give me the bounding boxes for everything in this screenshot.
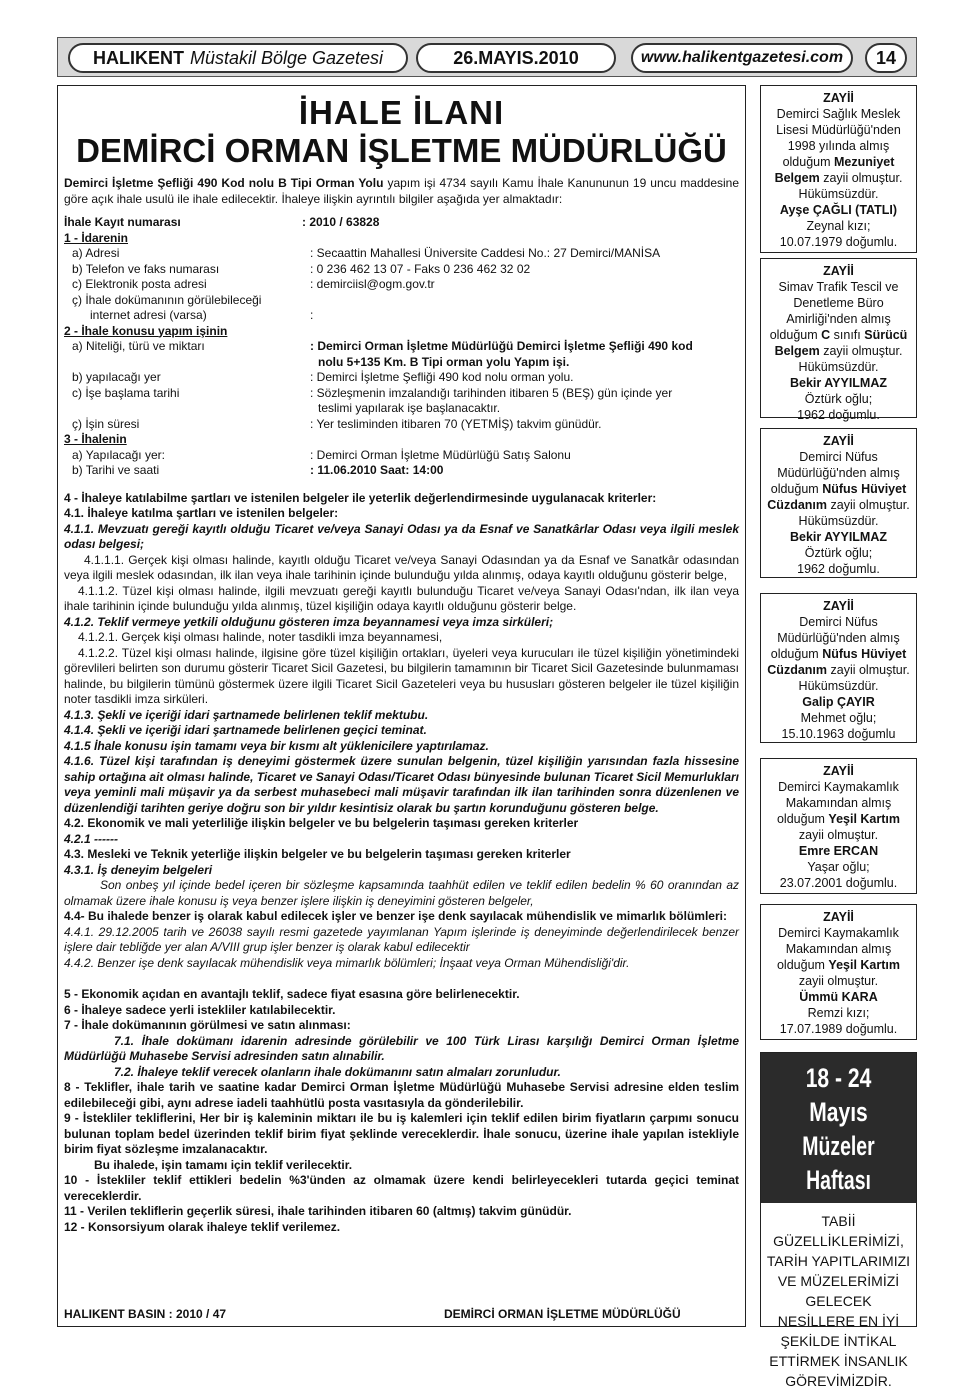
para-7: 7 - İhale dokümanının görülmesi ve satın alınması: (64, 1018, 351, 1032)
notice-subtitle: DEMİRCİ ORMAN İŞLETME MÜDÜRLÜĞÜ (76, 132, 727, 169)
para-4-3-1-text: Son onbeş yıl içinde bedel içeren bir sözleşme kapsamında taahhüt edilen ve teklif edilen bedelin % 60 oranından az olmamak üzere ihale konusu iş veya benzer işlere ilişkin iş deneyimini gösteren belgeler, (64, 878, 739, 908)
website-link[interactable]: www.halikentgazetesi.com (631, 43, 853, 73)
duration-row: ç) İşin süresi : Yer tesliminden itibaren 70 (YETMİŞ) takvim günüdür. (72, 416, 602, 431)
para-8: 8 - Teklifler, ihale tarih ve saatine kadar Demirci Orman İşletme Müdürlüğü Muhasebe Servisi adresine elden teslim edilebileceği gibi, aynı adrese iadeli taahhütlü posta vasıtasıyla da gönderilebilir. (64, 1080, 739, 1110)
para-4-1-3: 4.1.3. Şekli ve içeriği idari şartnamede belirlenen teklif mektubu. (64, 707, 429, 722)
registration-row: İhale Kayıt numarası : 2010 / 63828 (64, 215, 380, 229)
lost-notice-3: ZAYİİ Demirci Nüfus Müdürlüğü'nden almış olduğum Nüfus Hüviyet Cüzdanım zayii olmuştur. Hükümsüzdür. Bekir AYYILMAZ Öztürk oğlu; 1962 doğumlu. (760, 428, 917, 578)
para-4-1-1: 4.1.1. Mevzuatı gereği kayıtlı olduğu Ticaret ve/veya Sanayi Odası ya da Esnaf ve Sanatkârlar Odası veya ilgili meslek odası belgesi; (64, 521, 739, 551)
para-6: 6 - İhaleye sadece yerli istekliler katılabilecektir. (64, 1002, 336, 1017)
para-4-2: 4.2. Ekonomik ve mali yeterliliğe ilişkin belgeler ve bu belgelerin taşıması gereken kriterler (64, 816, 579, 830)
lost-notice-6: ZAYİİ Demirci Kaymakamlık Makamından almış olduğum Yeşil Kartım zayii olmuştur. Ümmü KARA Remzi kızı; 17.07.1989 doğumlu. (760, 904, 917, 1040)
section-3-heading: 3 - İhalenin (64, 432, 127, 446)
para-7-1: 7.1. İhale dokümanı idarenin adresinde görülebilir ve 100 Türk Lirası karşılığı Demirci Orman İşletme Müdürlüğü Muhasebe Servisi adresinden satın alınabilir. (64, 1033, 739, 1063)
para-9: 9 - İstekliler tekliflerini, Her bir iş kaleminin miktarı ile bu iş kalemleri için teklif edilen birim fiyatların çarpımı sonucu bulunan toplam bedel üzerinden teklif birim fiyat şeklinde vereceklerdir. İhale sonucu, üzerine ihale yapılan istekliyle birim fiyat sözleşme imzalanacaktır. (64, 1111, 739, 1156)
lost-notice-1: ZAYİİ Demirci Sağlık Meslek Lisesi Müdürlüğü'nden 1998 yılında almış olduğum Mezuniyet Belgem zayii olmuştur. Hükümsüzdür. Ayşe ÇAĞLI (TATLI) Zeynal kızı; 10.07.1979 doğumlu. (760, 85, 917, 253)
para-4-1-4: 4.1.4. Şekli ve içeriği idari şartnamede belirlenen geçici teminat. (64, 723, 427, 737)
notice-title: İHALE İLANI (298, 94, 505, 131)
signature: DEMİRCİ ORMAN İŞLETME MÜDÜRLÜĞÜ (444, 1306, 681, 1321)
para-10: 10 - İstekliler teklif ettikleri bedelin %3'ünden az olmamak üzere kendi belirleyecekleri tutarda geçici teminat vereceklerdir. (64, 1173, 739, 1203)
tender-notice (57, 85, 746, 1327)
para-4-2-1: 4.2.1 ------ (64, 831, 118, 846)
section-2-heading: 2 - İhale konusu yapım işinin (64, 323, 228, 338)
para-4-4: 4.4- Bu ihalede benzer iş olarak kabul edilecek işler ve benzer işe denk sayılacak mühendislik ve mimarlık bölümleri: (64, 909, 727, 923)
lost-notice-2: ZAYİİ Simav Trafik Tescil ve Denetleme Büro Amirliği'nden almış olduğum C sınıfı Sürücü Belgem zayii olmuştur. Hükümsüzdür. Bekir AYYILMAZ Öztürk oğlu; 1962 doğumlu. (760, 258, 917, 418)
museum-week-title: Müzeler Haftası (802, 1131, 875, 1195)
masthead (68, 43, 408, 73)
notice-intro: Demirci İşletme Şefliği 490 Kod nolu B Tipi Orman Yolu yapım işi 4734 sayılı Kamu İhale Kanununun 19 uncu maddesine göre açık ihale usulü ile ihale edilecektir. İhaleye ilişkin ayrıntılı bilgiler aşağıda yer almaktadır: (64, 176, 740, 206)
para-4-4-1: 4.4.1. 29.12.2005 tarih ve 26038 sayılı resmi gazetede yayımlanan Yapım işlerinde iş deneyiminde değerlendirilecek benzer işlere dair tebliğde yer alan A/VIII grup işler benzer iş olarak kabul edilecektir (64, 924, 739, 954)
issue-date: 26.MAYIS.2010 (416, 43, 616, 73)
brand-tagline: Müstakil Bölge Gazetesi (189, 47, 384, 68)
para-4-3: 4.3. Mesleki ve Teknik yeterliğe ilişkin belgeler ve bu belgelerin taşıması gereken kriterler (64, 847, 571, 861)
press-number: HALIKENT BASIN : 2010 / 47 (64, 1306, 227, 1321)
para-4-1-2-1: 4.1.2.1. Gerçek kişi olması halinde, noter tasdikli imza beyannamesi, (78, 630, 443, 644)
notice-footer (64, 1307, 739, 1323)
para-5: 5 - Ekonomik açıdan en avantajlı teklif, sadece fiyat esasına göre belirlenecektir. (64, 987, 520, 1001)
para-4-1-1-2: 4.1.1.2. Tüzel kişi olması halinde, ilgili mevzuatı gereği kayıtlı bulunduğu Ticaret ve/veya Sanayi Odası'ndan, ilk ilan veya ihale tarihinin içinde bulunduğu yılda alınmış, tüzel kişiliğin odaya kayıtlı olduğunu gösterir belge. (64, 583, 739, 613)
start-date-row: c) İşe başlama tarihi : Sözleşmenin imzalandığı tarihinden itibaren 5 (BEŞ) gün içinde yer teslimi yapılarak işe başlanacaktır. (72, 385, 673, 415)
para-4-1-1-1: 4.1.1.1. Gerçek kişi olması halinde, kayıtlı olduğu Ticaret ve/veya Sanayi Odasından ya da Esnaf ve Sanatkâr odasından veya ilgili meslek odasından, ilk ilan veya ihale tarihinin içinde bulunduğu yılda alınmış, odaya kayıtlı olduğunu gösterir belge, (64, 552, 739, 582)
para-4-1-5: 4.1.5 İhale konusu işin tamamı veya bir kısmı alt yüklenicilere yaptırılamaz. (64, 738, 489, 753)
location-row: b) yapılacağı yer : Demirci İşletme Şefliği 490 kod nolu orman yolu. (72, 370, 574, 384)
museum-week-message: TABİİ GÜZELLİKLERİMİZİ, TARİH YAPITLARIMIZI VE MÜZELERİMİZİ GELECEK NESİLLERE EN İYİ ŞEKİLDE İNTİKAL ETTİRMEK İNSANLIK GÖREVİMİZDİR. (766, 1213, 911, 1389)
section-1-heading: 1 - İdarenin (64, 230, 129, 245)
address-row: a) Adresi : Secaattin Mahallesi Üniversite Caddesi No.: 27 Demirci/MANİSA (72, 246, 661, 260)
doc-url-label: ç) İhale dokümanının görülebileceği (72, 292, 262, 307)
para-11: 11 - Verilen tekliflerin geçerlik süresi, ihale tarihinden itibaren 60 (altmış) takvim günüdür. (64, 1204, 572, 1218)
lost-notice-4: ZAYİİ Demirci Nüfus Müdürlüğü'nden almış olduğum Nüfus Hüviyet Cüzdanım zayii olmuştur. Hükümsüzdür. Galip ÇAYIR Mehmet oğlu; 15.10.1963 doğumlu (760, 593, 917, 743)
para-4-4-2: 4.4.2. Benzer işe denk sayılacak mühendislik veya mimarlık bölümleri; İnşaat veya Orman Mühendisliği'dir. (64, 955, 630, 970)
para-9-b: Bu ihalede, işin tamamı için teklif verilecektir. (94, 1157, 353, 1172)
para-4-1: 4.1. İhaleye katılma şartları ve istenilen belgeler: (64, 506, 339, 520)
museum-week-box (760, 1052, 917, 1389)
museum-week-banner (761, 1053, 916, 1203)
para-4-3-1: 4.3.1. İş deneyim belgeleri (64, 862, 213, 877)
page-number: 14 (865, 43, 907, 73)
email-row: c) Elektronik posta adresi : demirciisl@ogm.gov.tr (72, 277, 435, 291)
para-12: 12 - Konsorsiyum olarak ihaleye teklif verilemez. (64, 1219, 341, 1234)
nature-row: a) Niteliği, türü ve miktarı : Demirci Orman İşletme Müdürlüğü Demirci İşletme Şefliği 490 kod nolu 5+135 Km. B Tipi orman yolu Yapım işi. (72, 339, 693, 369)
datetime-row: b) Tarihi ve saati : 11.06.2010 Saat: 14:00 (72, 463, 444, 477)
para-7-2: 7.2. İhaleye teklif verecek olanların ihale dokümanını satın almaları zorunludur. (114, 1064, 561, 1079)
brand-name: HALIKENT (92, 47, 184, 68)
para-4: 4 - İhaleye katılabilme şartları ve istenilen belgeler ile yeterlik değerlendirmesinde uygulanacak kriterler: (64, 490, 657, 505)
para-4-1-2: 4.1.2. Teklif vermeye yetkili olduğunu gösteren imza beyannamesi veya imza sirküleri; (64, 614, 554, 629)
museum-week-dates: 18 - 24 Mayıs (805, 1063, 872, 1127)
newspaper-header (57, 37, 917, 77)
para-4-1-2-2: 4.1.2.2. Tüzel kişi olması halinde, ilgisine göre tüzel kişiliğin ortakları, üyeleri veya kurucuları ile tüzel kişiliğin yönetimindeki görevlileri belirten son durumu gösterir Ticaret Sicil Gazetesi, bu bilgilerin tamamının bir Ticaret Sicil Gazetesinde bulunmaması halinde, bu bilgilerin tümünü göstermek üzere ilgili Ticaret Sicil Gazeteleri veya bu hususları gösteren belgeler ile tüzel kişiliğin noter tasdikli imza sirküleri. (64, 645, 739, 706)
phone-row: b) Telefon ve faks numarası : 0 236 462 13 07 - Faks 0 236 462 32 02 (72, 261, 531, 276)
doc-url-row: internet adresi (varsa) : (90, 308, 314, 322)
para-4-1-6: 4.1.6. Tüzel kişi tarafından iş deneyimi göstermek üzere sunulan belgenin, tüzel kişiliğin yarısından fazla hissesine sahip ortağına ait olması halinde, Ticaret ve Sanayi Odası/Ticaret Odası bünyesinde bulunan Ticaret Sicil Memurlukları veya yeminli mali müşavir ya da serbest muhasebeci mali müşavir tarafından ilk ilan tarihinden sonra düzenlenen ve düzenlendiği tarihten geriye doğru son bir yıldır kesintisiz olarak bu şartın korunduğunu gösteren belge. (64, 754, 739, 815)
venue-row: a) Yapılacağı yer: : Demirci Orman İşletme Müdürlüğü Satış Salonu (72, 447, 571, 462)
lost-notice-5: ZAYİİ Demirci Kaymakamlık Makamından almış olduğum Yeşil Kartım zayii olmuştur. Emre ERCAN Yaşar oğlu; 23.07.2001 doğumlu. (760, 758, 917, 894)
